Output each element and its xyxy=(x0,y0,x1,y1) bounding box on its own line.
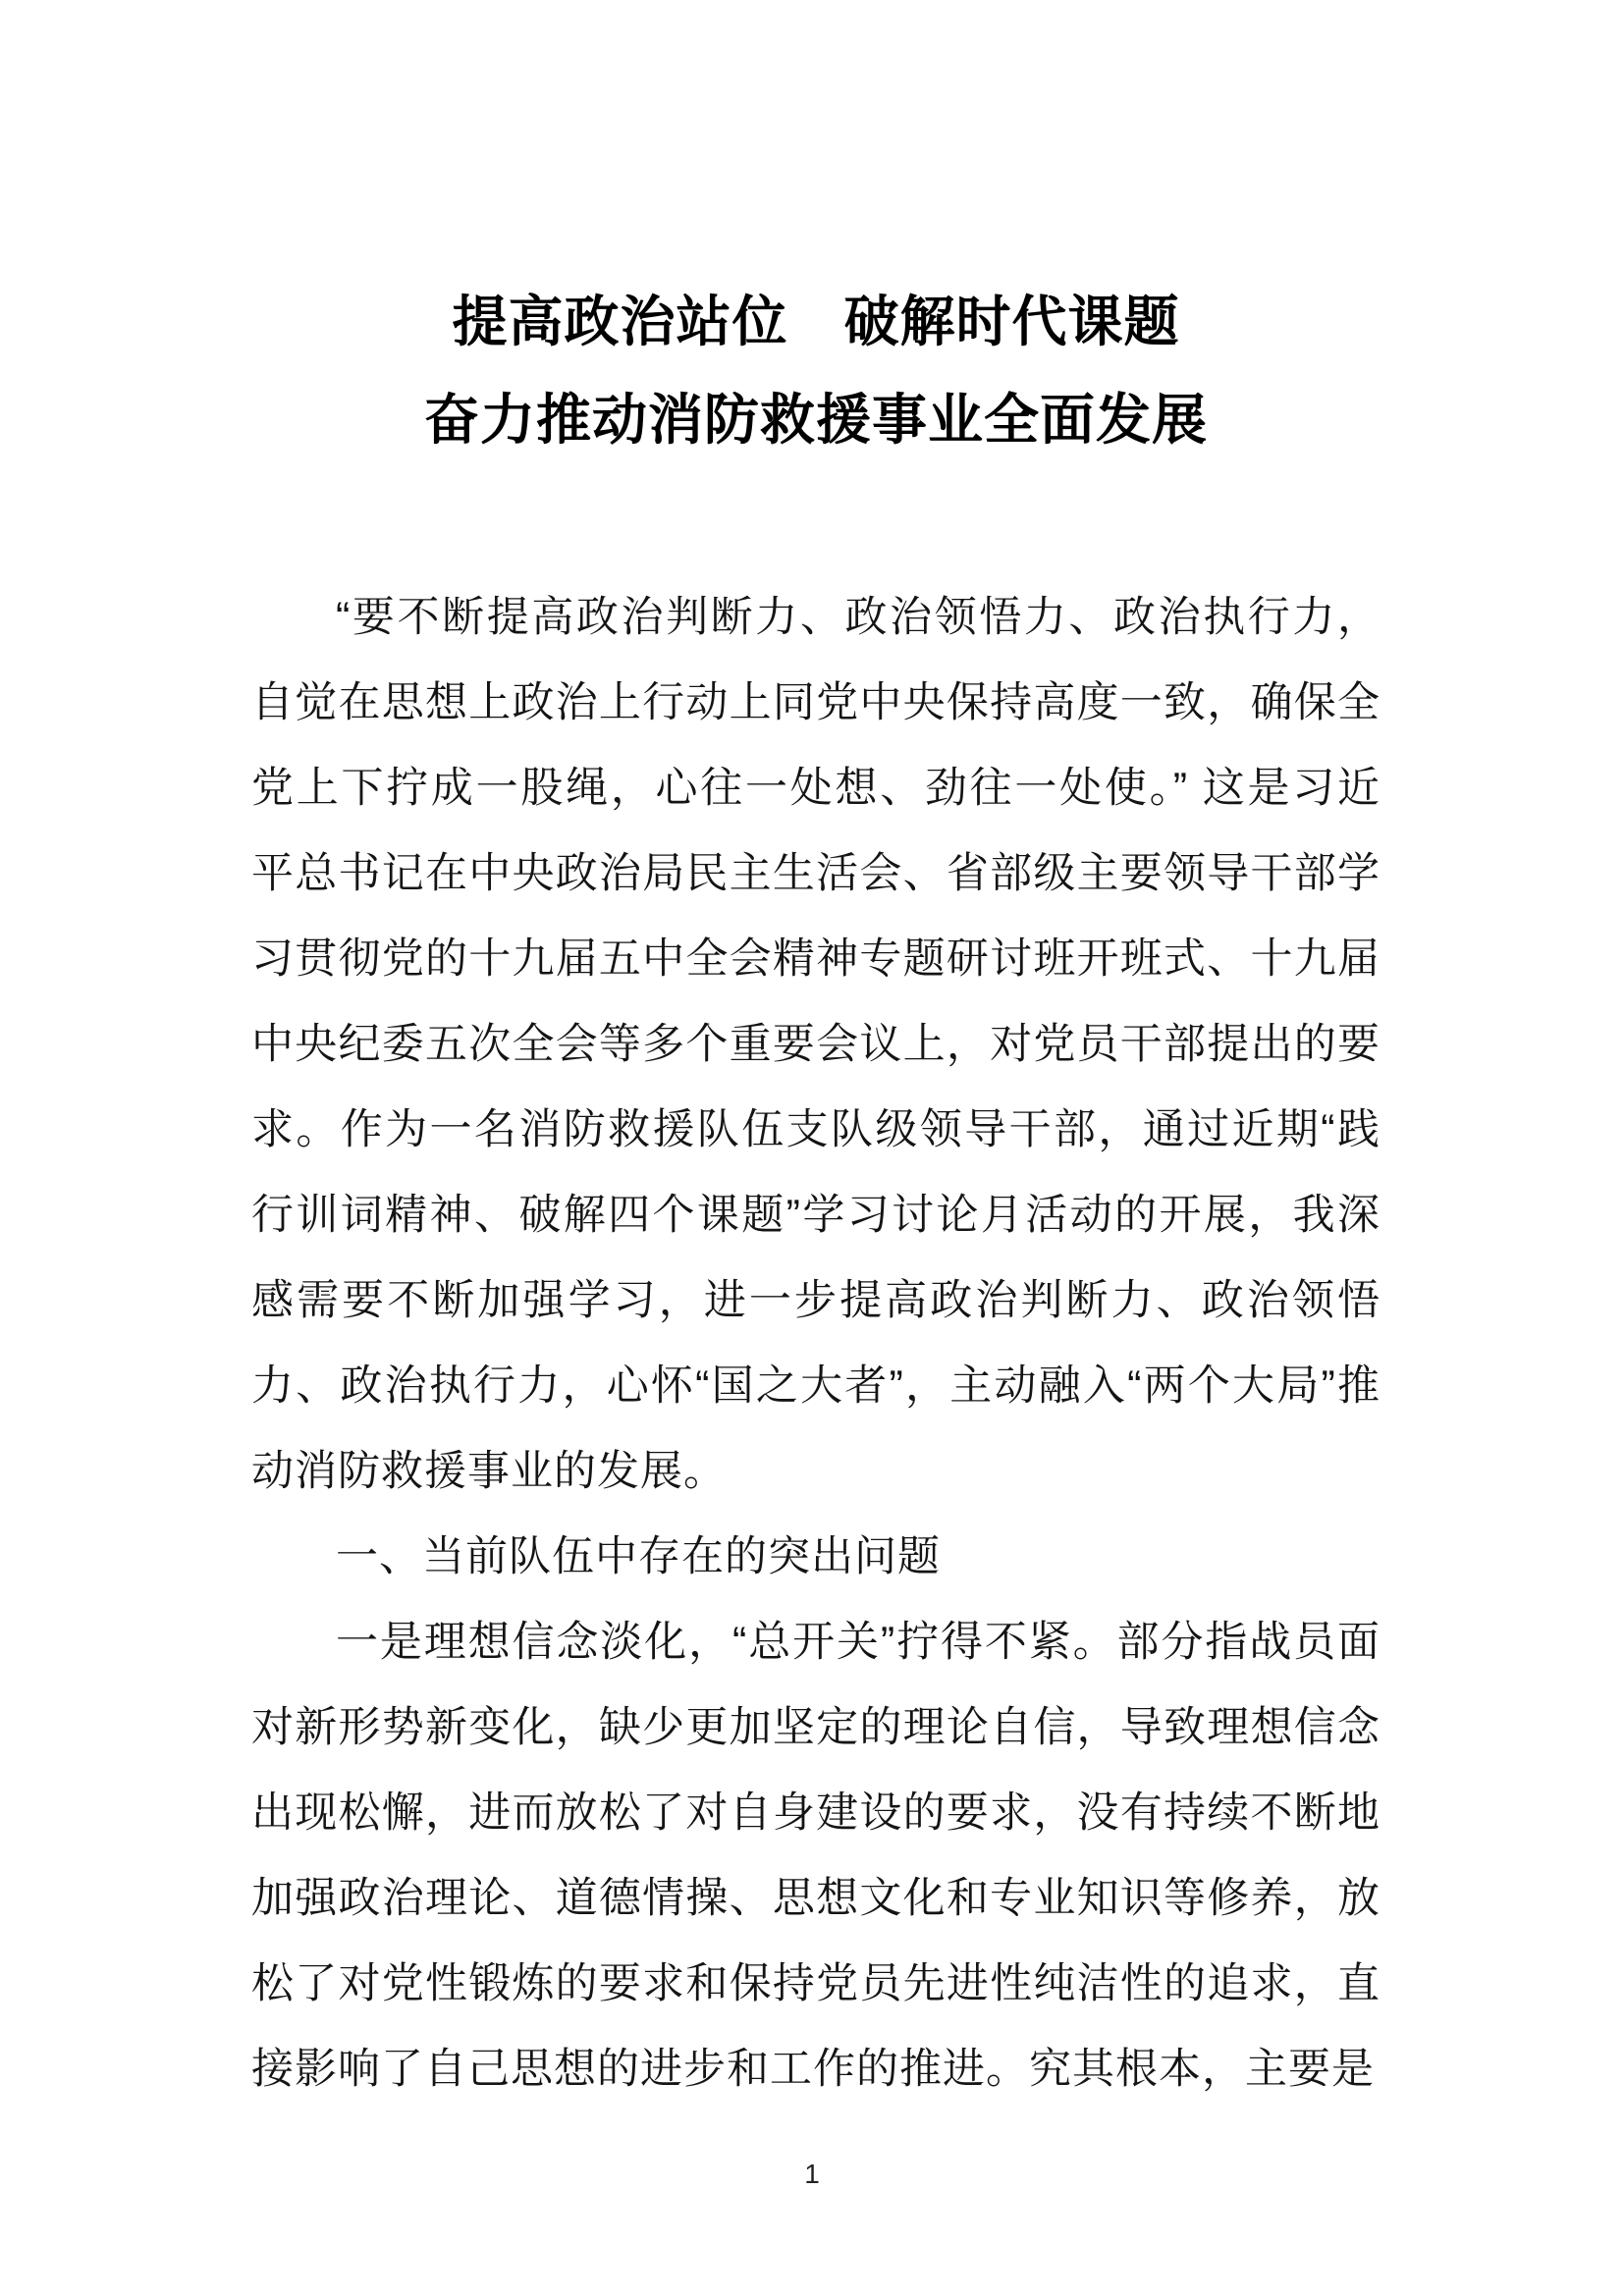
title-line-2: 奋力推动消防救援事业全面发展 xyxy=(424,389,1208,451)
section-heading-1: 一、当前队伍中存在的突出问题 xyxy=(336,1533,941,1580)
page-number: 1 xyxy=(804,2159,820,2189)
paragraph-intro: “要不断提高政治判断力、政治领悟力、政治执行力，自觉在思想上政治上行动上同党中央保持高度一致，确保全党上下拧成一股绳，心往一处想、劲往一处使。” 这是习近平总书记在中央政治局民主生活会、省部级主要领导干部学习贯彻党的十九届五中全会精神专题研讨班开班式、十九届中央纪委五次全会等多个重要会议上，对党员干部提出的要求。作为一名消防救援队伍支队级领导干部，通过近期“践行训词精神、破解四个课题”学习讨论月活动的开展，我深感需要不断加强学习，进一步提高政治判断力、政治领悟力、政治执行力，心怀“国之大者”，主动融入“两个大局”推动消防救援事业的发展。 xyxy=(251,594,1380,1495)
paragraph-problem-1: 一是理想信念淡化，“总开关”拧得不紧。部分指战员面对新形势新变化，缺少更加坚定的理论自信，导致理想信念出现松懈，进而放松了对自身建设的要求，没有持续不断地加强政治理论、道德情操、思想文化和专业知识等修养，放松了对党性锻炼的要求和保持党员先进性纯洁性的追求，直接影响了自己思想的进步和工作的推进。究其根本，主要是 xyxy=(251,1619,1380,2093)
document-title xyxy=(251,273,1380,469)
title-line-1: 提高政治站位 破解时代课题 xyxy=(452,291,1180,352)
document-body xyxy=(251,575,1380,2112)
